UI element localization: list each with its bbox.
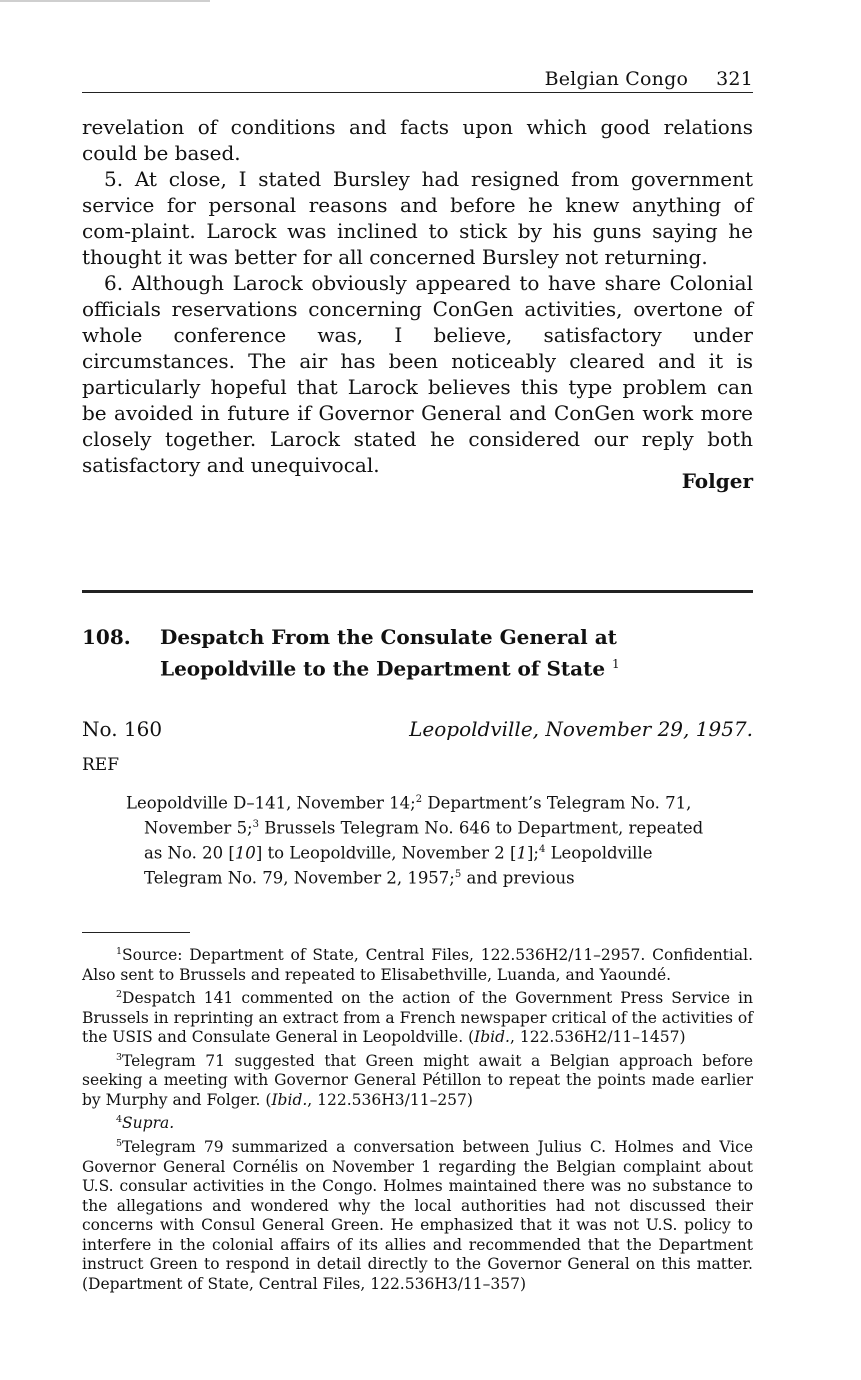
footnote-number: 5: [116, 1138, 123, 1150]
ref-text: and previous: [461, 868, 575, 888]
footnote-text: , 122.536H3/11–257): [307, 1090, 473, 1109]
page-number: 321: [716, 68, 753, 90]
body-paragraph-6: 6. Although Larock obviously appeared to have share Colonial officials reservations concerning ConGen activities, overtone of whole conference was, I believe, satisfactory under circumstances. The air has been noticeably cleared and it is particularly hopeful that Larock believes this type problem can be avoided in future if Governor General and ConGen work more closely together. Larock stated he considered our reply both satisfactory and unequivocal.: [82, 271, 753, 477]
document-title: Despatch From the Consulate General at Leopoldville to the Department of State: [160, 625, 617, 681]
ref-text: Leopoldville Telegram No. 79, November 2, 1957;: [144, 843, 653, 888]
ref-italic: 10: [234, 843, 256, 863]
ref-text: Department’s Telegram No. 71, November 5;: [144, 793, 692, 838]
body-paragraph-continued: revelation of conditions and facts upon which good relations could be based.: [82, 115, 753, 165]
footnote-divider: [82, 932, 190, 933]
footnote-2: [82, 985, 753, 1048]
despatch-meta: [82, 716, 753, 742]
document-number: 108.: [82, 625, 131, 649]
ref-italic: 1: [516, 843, 527, 863]
ref-text: ];: [526, 843, 539, 863]
document-title-block: [160, 624, 750, 683]
footnote-marker-5[interactable]: 5: [454, 869, 462, 880]
ref-text: Brussels Telegram No. 646 to Department, repeated as No. 20 [: [144, 818, 704, 863]
footnote-number: 4: [116, 1114, 123, 1126]
ref-text: Leopoldville D–141, November 14;: [126, 793, 416, 813]
footnote-text: , 122.536H2/11–1457): [509, 1028, 686, 1047]
footnote-number: 1: [116, 946, 123, 957]
footnote-text: Supra.: [122, 1114, 175, 1133]
footnote-3: [82, 1048, 753, 1111]
footnote-ibid: Ibid.: [474, 1028, 510, 1047]
signature: Folger: [681, 469, 753, 493]
running-header: [82, 66, 753, 93]
footnote-text: Telegram 79 summarized a conversation between Julius C. Holmes and Vice Governor General Cornélis on November 1 regarding the Belgian complaint about U.S. consular activities in the Congo. Holmes maintained there was no substance to the allegations and wondered why the local authorities had not discussed their concerns with Consul General Green. He emphasized that it was not U.S. policy to interfere in the colonial affairs of its allies and recommended that the Department instruct Green to respond in detail directly to the Governor General on this matter. (Department of State, Central Files, 122.536H3/11–357): [82, 1138, 753, 1293]
ref-text: ] to Leopoldville, November 2 [: [255, 843, 517, 863]
place-date: Leopoldville, November 29, 1957.: [409, 717, 753, 741]
despatch-number: No. 160: [82, 717, 163, 741]
footnote-text: Despatch 141 commented on the action of the Government Press Service in Brussels in reprinting an extract from a French newspaper critical of the activities of the USIS and Consulate General in Leopoldville. (: [82, 989, 753, 1047]
footnote-5: [82, 1134, 753, 1294]
footnote-ibid: Ibid.: [271, 1090, 308, 1109]
footnotes: [82, 942, 753, 1294]
section-divider: [82, 590, 753, 593]
footnote-marker-3[interactable]: 3: [252, 819, 259, 830]
footnote-number: 2: [116, 989, 123, 1001]
reference-list: [126, 789, 716, 889]
running-title: Belgian Congo: [544, 68, 689, 90]
footnote-text: Telegram 71 suggested that Green might await a Belgian approach before seeking a meeting with Governor General Pétillon to repeat the points made earlier by Murphy and Folger. (: [82, 1051, 753, 1109]
footnote-text: Source: Department of State, Central Files, 122.536H2/11–2957. Confidential. Also sent to Brussels and repeated to Elisabethville, Luanda, and Yaoundé.: [82, 946, 753, 984]
footnote-marker-2[interactable]: 2: [415, 794, 423, 805]
scan-edge-mark: [0, 0, 210, 2]
footnote-marker-4[interactable]: 4: [538, 844, 546, 855]
footnote-number: 3: [116, 1051, 123, 1063]
body-paragraph-5: 5. At close, I stated Bursley had resigned from government service for personal reasons and before he knew anything of com-plaint. Larock was inclined to stick by his guns saying he thought it was better for all concerned Bursley not returning.: [82, 167, 753, 269]
body-text: [82, 114, 753, 478]
footnote-marker-1[interactable]: 1: [612, 657, 620, 671]
footnote-4: [82, 1110, 753, 1134]
ref-label: REF: [82, 755, 120, 775]
footnote-1: [82, 942, 753, 985]
